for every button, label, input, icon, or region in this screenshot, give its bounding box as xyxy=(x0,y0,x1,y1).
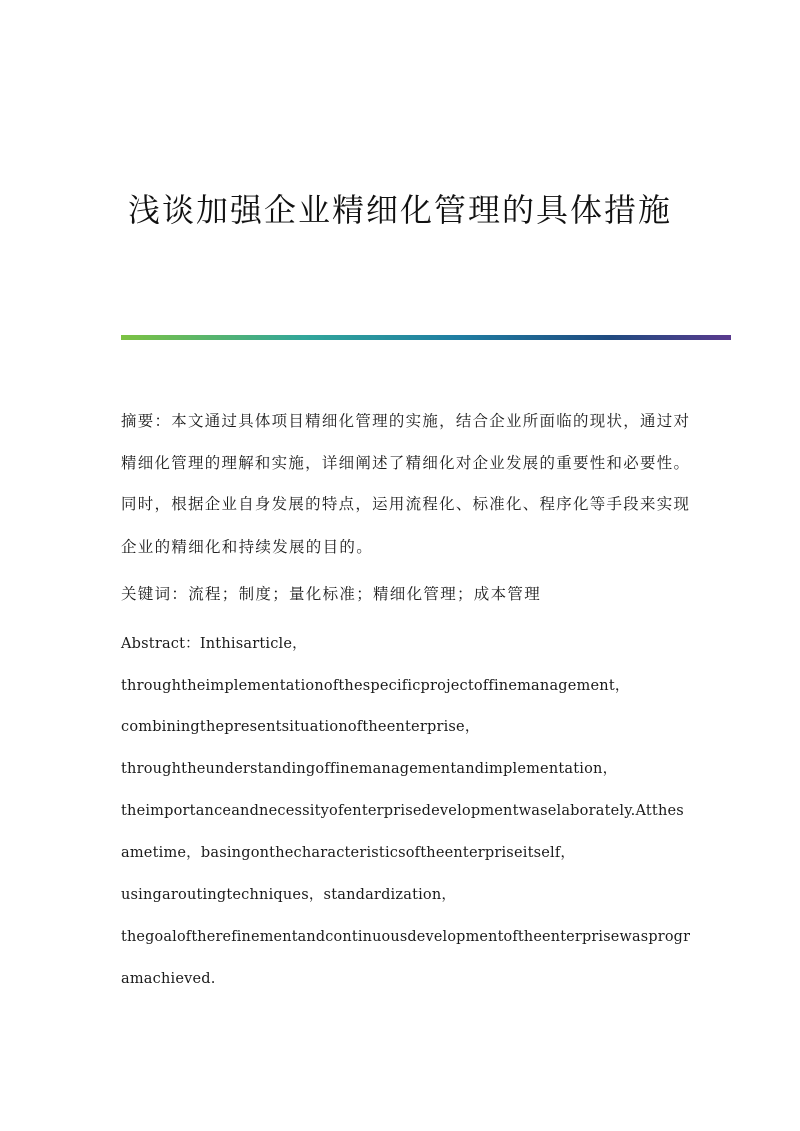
abstract-cn-line: 精细化管理的理解和实施，详细阐述了精细化对企业发展的重要性和必要性。 xyxy=(121,454,691,472)
abstract-en-line: theimportanceandnecessityofenterprisedevelopmentwaselaborately.Atthes xyxy=(121,803,684,819)
abstract-en-line: amachieved. xyxy=(121,971,216,987)
abstract-cn-line: 同时，根据企业自身发展的特点，运用流程化、标准化、程序化等手段来实现 xyxy=(121,495,691,513)
abstract-en-line: throughtheimplementationofthespecificprojectoffinemanagement， xyxy=(121,678,630,694)
title-divider xyxy=(121,335,731,340)
abstract-en-line: ametime，basingonthecharacteristicsoftheenterpriseitself， xyxy=(121,845,576,861)
keywords-line: 关键词：流程；制度；量化标准；精细化管理；成本管理 xyxy=(121,585,542,603)
abstract-en-line: throughtheunderstandingoffinemanagementandimplementation， xyxy=(121,761,618,777)
abstract-en-line: thegoaloftherefinementandcontinuousdevelopmentoftheenterprisewasprogr xyxy=(121,929,691,945)
abstract-en-line: combiningthepresentsituationoftheenterprise， xyxy=(121,719,480,735)
abstract-en-line: Abstract：Inthisarticle， xyxy=(121,636,307,652)
abstract-en-line: usingaroutingtechniques，standardization， xyxy=(121,887,457,903)
abstract-cn-line: 摘要：本文通过具体项目精细化管理的实施，结合企业所面临的现状，通过对 xyxy=(121,412,691,430)
page-title: 浅谈加强企业精细化管理的具体措施 xyxy=(127,191,672,229)
abstract-cn-line: 企业的精细化和持续发展的目的。 xyxy=(121,538,374,556)
